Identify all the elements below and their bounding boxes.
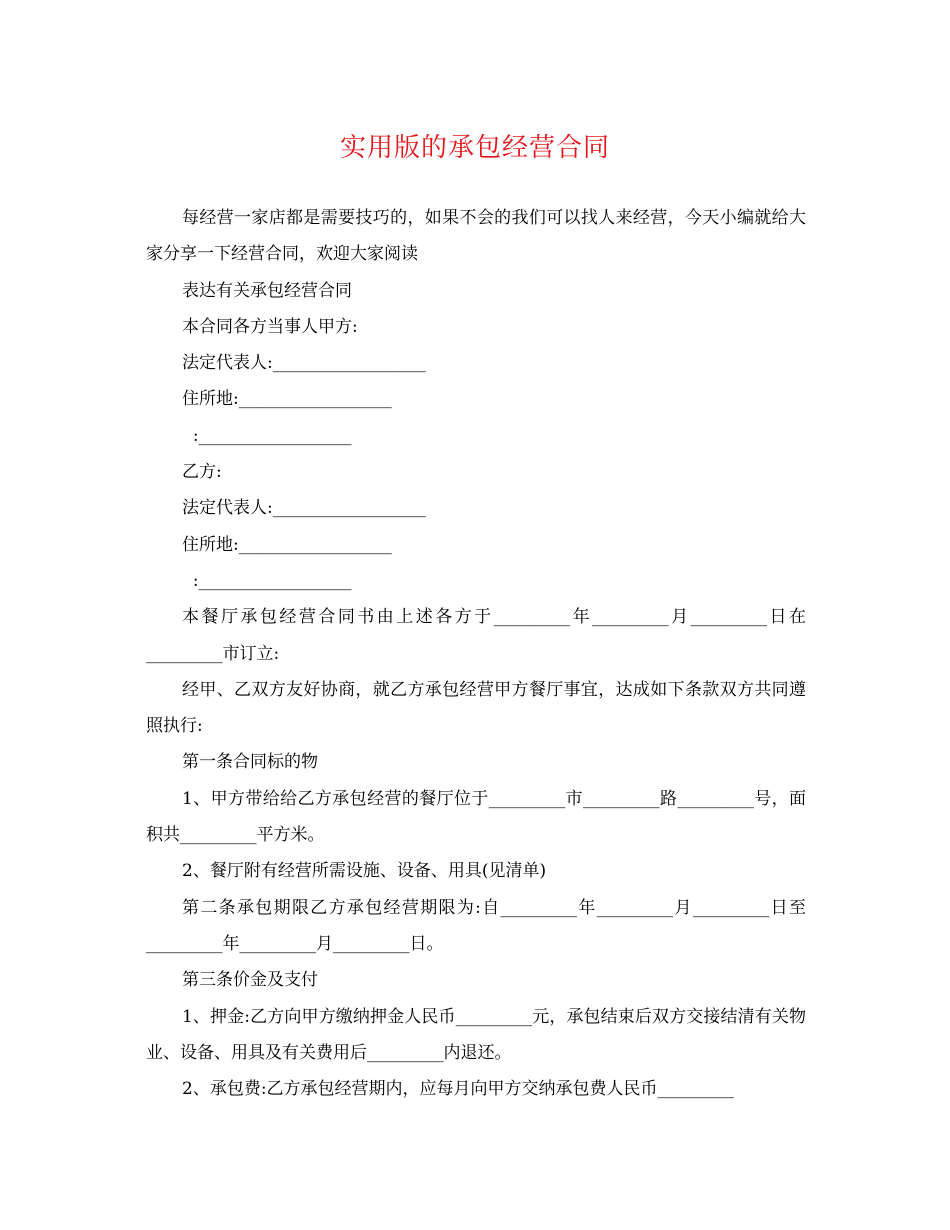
paragraph-subtitle: 表达有关承包经营合同 bbox=[182, 280, 352, 301]
article-2-term: 第二条承包期限乙方承包经营期限为:自_________年_________月_________日至_________年_________月_________日。 bbox=[146, 897, 806, 954]
document-body bbox=[146, 200, 806, 1107]
party-a-blank-line: :__________________ bbox=[182, 425, 352, 446]
article-1-heading: 第一条合同标的物 bbox=[182, 752, 318, 773]
paragraph-intro: 每经营一家店都是需要技巧的，如果不会的我们可以找人来经营，今天小编就给大家分享一下经营合同，欢迎大家阅读 bbox=[146, 208, 806, 265]
article-3-item-1: 1、押金:乙方向甲方缴纳押金人民币_________元，承包结束后双方交接结清有关物业、设备、用具及有关费用后_________内退还。 bbox=[146, 1006, 806, 1063]
party-a-legal-rep: 法定代表人:__________________ bbox=[182, 353, 426, 374]
paragraph-signing: 本餐厅承包经营合同书由上述各方于_________年_________月_________日在_________市订立: bbox=[146, 607, 806, 664]
party-b-legal-rep: 法定代表人:__________________ bbox=[182, 498, 426, 519]
article-3-item-2: 2、承包费:乙方承包经营期内，应每月向甲方交纳承包费人民币_________ bbox=[182, 1079, 735, 1100]
article-1-item-2: 2、餐厅附有经营所需设施、设备、用具(见清单) bbox=[182, 861, 547, 882]
article-3-heading: 第三条价金及支付 bbox=[182, 970, 318, 991]
party-b-blank-line: :__________________ bbox=[182, 570, 352, 591]
party-a-heading: 本合同各方当事人甲方: bbox=[182, 316, 358, 337]
party-b-heading: 乙方: bbox=[182, 462, 222, 483]
paragraph-agreement: 经甲、乙双方友好协商，就乙方承包经营甲方餐厅事宜，达成如下条款双方共同遵照执行: bbox=[146, 679, 806, 737]
party-b-address: 住所地:__________________ bbox=[182, 534, 392, 555]
document-title: 实用版的承包经营合同 bbox=[339, 133, 610, 163]
article-1-item-1: 1、甲方带给给乙方承包经营的餐厅位于_________市_________路_________号，面积共_________平方米。 bbox=[146, 788, 806, 846]
party-a-address: 住所地:__________________ bbox=[182, 389, 392, 410]
